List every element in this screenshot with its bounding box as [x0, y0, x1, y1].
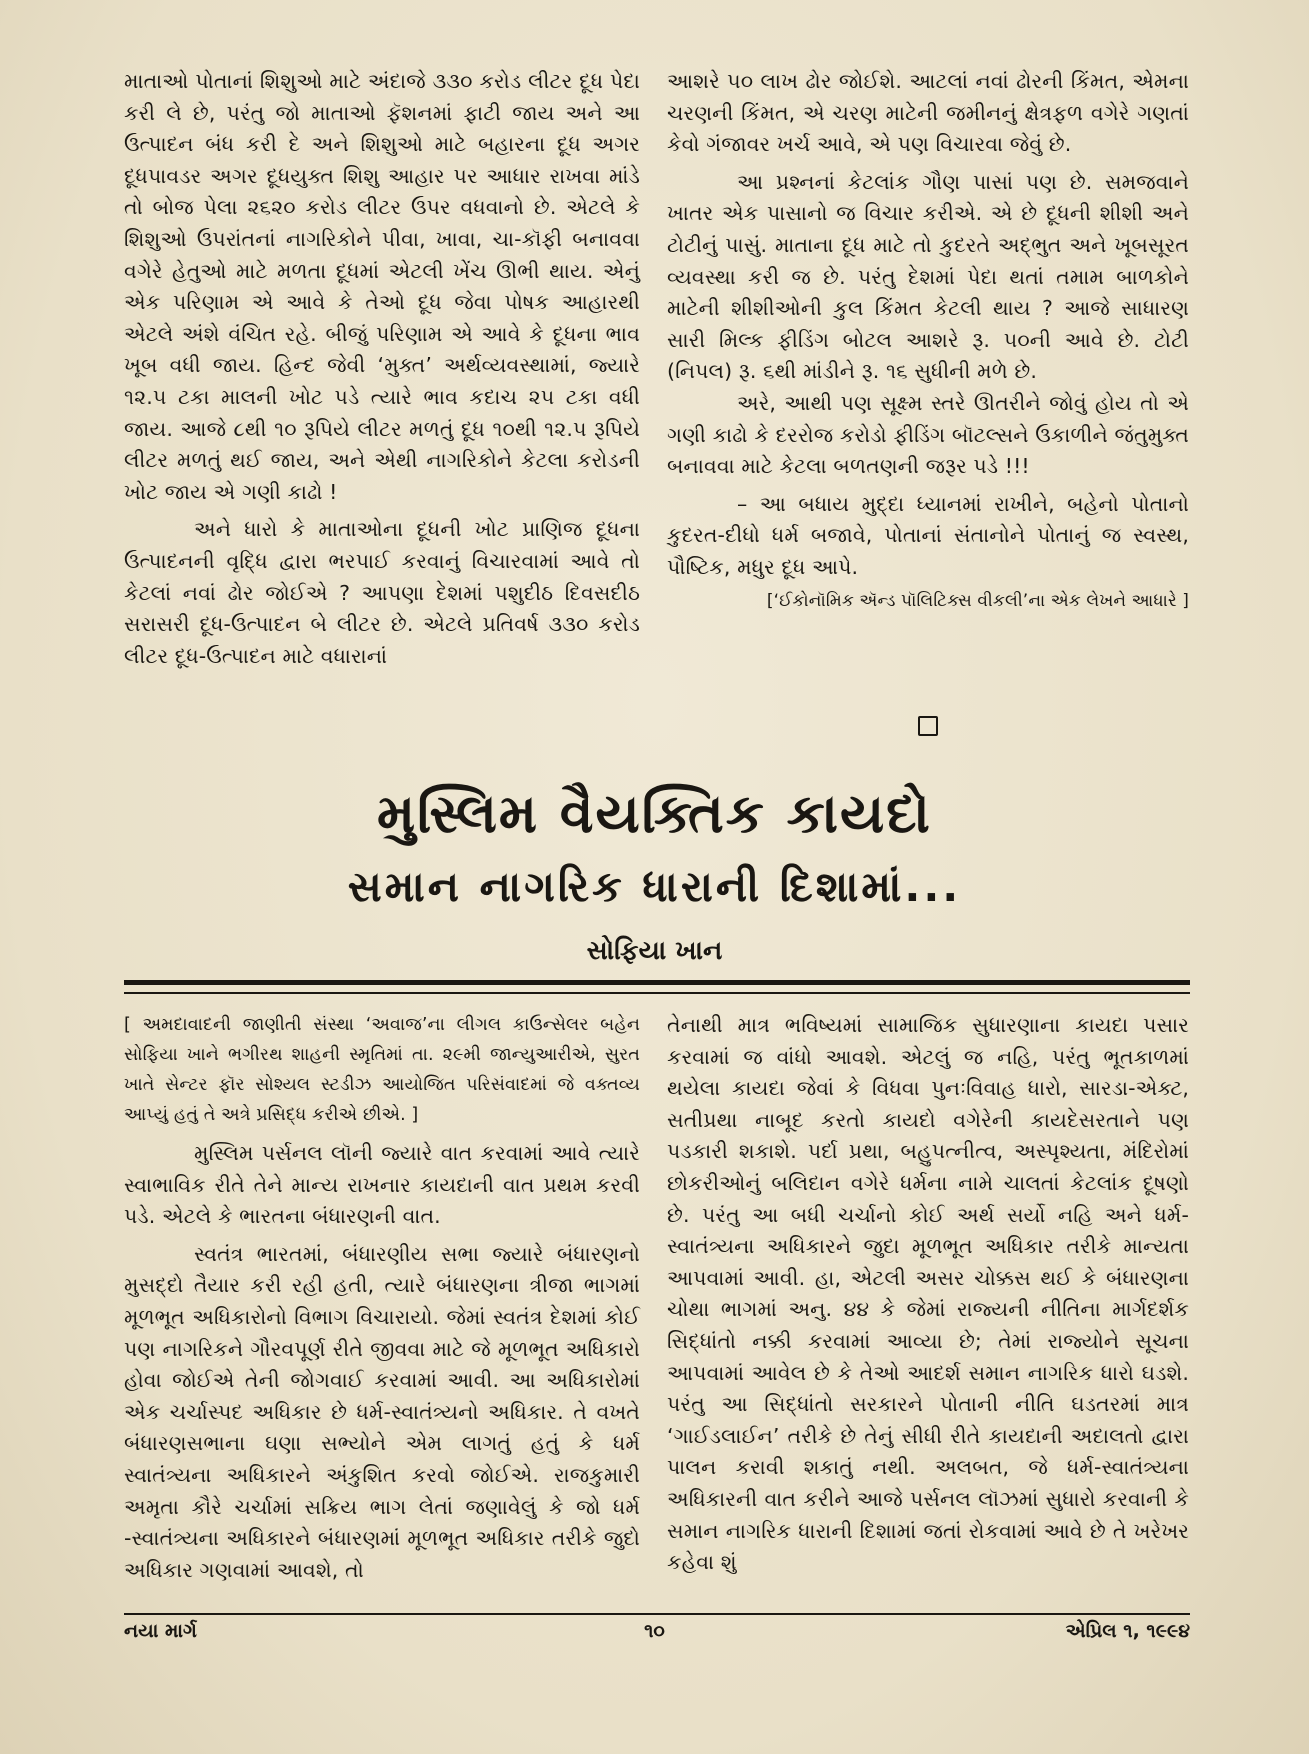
bottom-left-column [124, 1010, 640, 1586]
article-subtitle: સમાન નાગરિક ધારાની દિશામાં... [347, 862, 962, 911]
paragraph: માતાઓ પોતાનાં શિશુઓ માટે અંદાજે ૩૩૦ કરોડ લીટર દૂધ પેદા કરી લે છે, પરંતુ જો માતાઓ ફૅશનમાં ફાટી જાય અને આ ઉત્પાદન બંધ કરી દે અને શિશુઓ માટે બહારના દૂધ અગર દૂધપાવડર અગર દૂધયુક્ત શિશુ આહાર પર આધાર રાખવા માંડે તો બોજ પેલા ૨૬૨૦ કરોડ લીટર ઉપર વધવાનો છે. એટલે કે શિશુઓ ઉપરાંતનાં નાગરિકોને પીવા, ખાવા, ચા-કૉફી બનાવવા વગેરે હેતુઓ માટે મળતા દૂધમાં એટલી ખેંચ ઊભી થાય. એનું એક પરિણામ એ આવે કે તેઓ દૂધ જેવા પોષક આહારથી એટલે અંશે વંચિત રહે. બીજું પરિણામ એ આવે કે દૂધના ભાવ ખૂબ વધી જાય. હિન્દ જેવી ‘મુક્ત’ અર્થવ્યવસ્થામાં, જ્યારે ૧૨.૫ ટકા માલની ખોટ પડે ત્યારે ભાવ કદાચ ૨૫ ટકા વધી જાય. આજે ૮થી ૧૦ રૂપિયે લીટર મળતું દૂધ ૧૦થી ૧૨.૫ રૂપિયે લીટર મળતું થઈ જાય, અને એથી નાગરિકોને કેટલા કરોડની ખોટ જાય એ ગણી કાઢો ! [124, 69, 640, 504]
top-left-column [124, 66, 640, 672]
top-right-column [667, 66, 1189, 616]
footer-divider [124, 1613, 1190, 1615]
publication-name: નયા માર્ગ [124, 1620, 197, 1642]
paragraph: અને ધારો કે માતાઓના દૂધની ખોટ પ્રાણિજ દૂધના ઉત્પાદનની વૃદ્ધિ દ્વારા ભરપાઈ કરવાનું વિચારવામાં આવે તો કેટલાં નવાં ઢોર જોઈએ ? આપણા દેશમાં પશુદીઠ દિવસદીઠ સરાસરી દૂધ-ઉત્પાદન બે લીટર છે. એટલે પ્રતિવર્ષ ૩૩૦ કરોડ લીટર દૂધ-ઉત્પાદન માટે વધારાનાં [124, 517, 640, 668]
page-number: ૧૦ [644, 1620, 665, 1642]
article-title: મુસ્લિમ વૈયક્તિક કાયદો [377, 782, 932, 845]
intro-note: [ અમદાવાદની જાણીતી સંસ્થા ‘અવાજ’ના લીગલ કાઉન્સેલર બહેન સોફિયા ખાને ભગીરથ શાહની સ્મૃતિમાં તા. ૨૯મી જાન્યુઆરીએ, સુરત ખાતે સેન્ટર ફૉર સોશ્યલ સ્ટડીઝ આયોજિત પરિસંવાદમાં જે વક્તવ્ય આપ્યું હતું તે અત્રે પ્રસિદ્ધ કરીએ છીએ. ] [124, 1015, 640, 1125]
divider-thick [124, 980, 1190, 985]
issue-date: એપ્રિલ ૧, ૧૯૯૪ [1065, 1620, 1190, 1642]
paragraph: અરે, આથી પણ સૂક્ષ્મ સ્તરે ઊતરીને જોવું હોય તો એ ગણી કાઢો કે દરરોજ કરોડો ફીડિંગ બૉટલ્સને ઉકાળીને જંતુમુક્ત બનાવવા માટે કેટલા બળતણની જરૂર પડે !!! [667, 390, 1189, 479]
article-author: સોફિયા ખાન [586, 936, 723, 966]
paragraph: આ પ્રશ્નનાં કેટલાંક ગૌણ પાસાં પણ છે. સમજવાને ખાતર એક પાસાનો જ વિચાર કરીએ. એ છે દૂધની શીશી અને ટોટીનું પાસું. માતાના દૂધ માટે તો કુદરતે અદ્‌ભુત અને ખૂબસૂરત વ્યવસ્થા કરી જ છે. પરંતુ દેશમાં પેદા થતાં તમામ બાળકોને માટેની શીશીઓની કુલ કિંમત કેટલી થાય ? આજે સાધારણ સારી મિલ્ક ફીડિંગ બોટલ આશરે રૂ. ૫૦ની આવે છે. ટોટી (નિપલ) રૂ. ૬થી માંડીને રૂ. ૧૬ સુધીની મળે છે. [667, 169, 1189, 384]
paragraph: મુસ્લિમ પર્સનલ લૉની જ્યારે વાત કરવામાં આવે ત્યારે સ્વાભાવિક રીતે તેને માન્ય રાખનાર કાયદાની વાત પ્રથમ કરવી પડે. એટલે કે ભારતના બંધારણની વાત. [124, 1141, 640, 1229]
paragraph: સ્વતંત્ર ભારતમાં, બંધારણીય સભા જ્યારે બંધારણનો મુસદ્દો તૈયાર કરી રહી હતી, ત્યારે બંધારણના ત્રીજા ભાગમાં મૂળભૂત અધિકારોનો વિભાગ વિચારાયો. જેમાં સ્વતંત્ર દેશમાં કોઈ પણ નાગરિકને ગૌરવપૂર્ણ રીતે જીવવા માટે જે મૂળભૂત અધિકારો હોવા જોઈએ તેની જોગવાઈ કરવામાં આવી. આ અધિકારોમાં એક ચર્ચાસ્પદ અધિકાર છે ધર્મ-સ્વાતંત્ર્યનો અધિકાર. તે વખતે બંધારણસભાના ઘણા સભ્યોને એમ લાગતું હતું કે ધર્મ સ્વાતંત્ર્યના અધિકારને અંકુશિત કરવો જોઈએ. રાજકુમારી અમૃતા કૌરે ચર્ચામાં સક્રિય ભાગ લેતાં જણાવેલું કે જો ધર્મ -સ્વાતંત્ર્યના અધિકારને બંધારણમાં મૂળભૂત અધિકાર તરીકે જુદો અધિકાર ગણવામાં આવશે, તો [124, 1241, 640, 1582]
bottom-right-column [667, 1010, 1189, 1579]
paragraph: – આ બધાય મુદ્દા ધ્યાનમાં રાખીને, બહેનો પોતાનો કુદરત-દીધો ધર્મ બજાવે, પોતાનાં સંતાનોને પોતાનું જ સ્વસ્થ, પૌષ્ટિક, મધુર દૂધ આપે. [667, 491, 1189, 579]
end-of-article-mark [918, 716, 938, 736]
paragraph: તેનાથી માત્ર ભવિષ્યમાં સામાજિક સુધારણાના કાયદા પસાર કરવામાં જ વાંધો આવશે. એટલું જ નહિ, પરંતુ ભૂતકાળમાં થયેલા કાયદા જેવાં કે વિધવા પુનઃવિવાહ ધારો, સારડા-એક્ટ, સતીપ્રથા નાબૂદ કરતો કાયદો વગેરેની કાયદેસરતાને પણ પડકારી શકાશે. પર્દા પ્રથા, બહુપત્નીત્વ, અસ્પૃશ્યતા, મંદિરોમાં છોકરીઓનું બલિદાન વગેરે ધર્મના નામે ચાલતાં કેટલાંક દૂષણો છે. પરંતુ આ બધી ચર્ચાનો કોઈ અર્થ સર્યો નહિ અને ધર્મ-સ્વાતંત્ર્યના અધિકારને જુદા મૂળભૂત અધિકાર તરીકે માન્યતા આપવામાં આવી. હા, એટલી અસર ચોક્કસ થઈ કે બંધારણના ચોથા ભાગમાં અનુ. ૪૪ કે જેમાં રાજ્યની નીતિના માર્ગદર્શક સિદ્ધાંતો નક્કી કરવામાં આવ્યા છે; તેમાં રાજ્યોને સૂચના આપવામાં આવેલ છે કે તેઓ આદર્શ સમાન નાગરિક ધારો ઘડશે. પરંતુ આ સિદ્ધાંતો સરકારને પોતાની નીતિ ઘડતરમાં માત્ર ‘ગાઈડલાઈન’ તરીકે છે તેનું સીધી રીતે કાયદાની અદાલતો દ્વારા પાલન કરાવી શકાતું નથી. અલબત, જે ધર્મ-સ્વાતંત્ર્યના અધિકારની વાત કરીને આજે પર્સનલ લૉઝમાં સુધારો કરવાની કે સમાન નાગરિક ધારાની દિશામાં જતાં રોકવામાં આવે છે તે ખરેખર કહેવા શું [667, 1013, 1189, 1575]
source-note: [‘ઈકોનૉમિક ઍન્ડ પૉલિટિક્સ વીકલી’ના એક લેખને આધારે ] [766, 590, 1189, 611]
paragraph: આશરે ૫૦ લાખ ઢોર જોઈશે. આટલાં નવાં ઢોરની કિંમત, એમના ચરણની કિંમત, એ ચરણ માટેની જમીનનું ક્ષેત્રફળ વગેરે ગણતાં કેવો ગંજાવર ખર્ચ આવે, એ પણ વિચારવા જેવું છે. [667, 69, 1189, 157]
divider-thin [124, 992, 1190, 994]
